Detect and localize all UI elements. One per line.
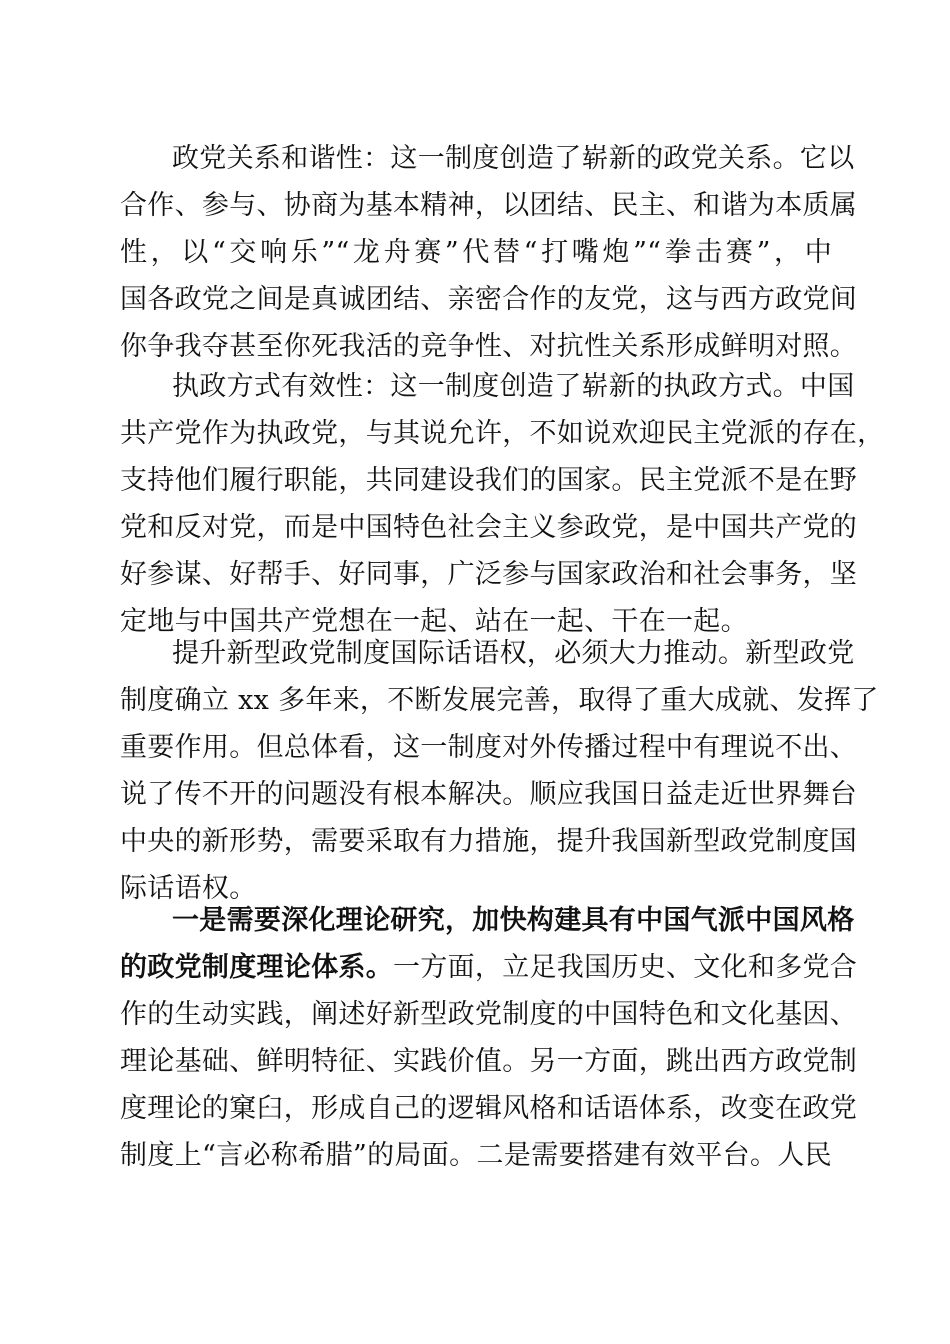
- paragraph-1-line-1: 政党关系和谐性：这一制度创造了崭新的政党关系。它以: [172, 143, 855, 174]
- paragraph-2-line-3: 支持他们履行职能，共同建设我们的国家。民主党派不是在野: [120, 465, 858, 496]
- paragraph-4-line-4: 理论基础、鲜明特征、实践价值。另一方面，跳出西方政党制: [120, 1046, 858, 1077]
- paragraph-4-bold-lead-line-1: 一是需要深化理论研究，加快构建具有中国气派中国风格: [172, 905, 855, 936]
- paragraph-2-line-6: 定地与中国共产党想在一起、站在一起、干在一起。: [120, 606, 748, 637]
- paragraph-3-line-3: 重要作用。但总体看，这一制度对外传播过程中有理说不出、: [120, 732, 858, 763]
- paragraph-2-line-2: 共产党作为执政党，与其说允许，不如说欢迎民主党派的存在，: [120, 418, 885, 449]
- paragraph-2-line-1: 执政方式有效性：这一制度创造了崭新的执政方式。中国: [172, 371, 855, 402]
- paragraph-1-line-4: 国各政党之间是真诚团结、亲密合作的友党，这与西方政党间: [120, 284, 858, 315]
- paragraph-3-line-6: 际话语权。: [120, 873, 257, 904]
- paragraph-4-line-2: [120, 945, 858, 991]
- paragraph-4-line-3: 作的生动实践，阐述好新型政党制度的中国特色和文化基因、: [120, 999, 858, 1030]
- paragraph-1-line-3: 性，以“交响乐”“龙舟赛”代替“打嘴炮”“拳击赛”，中: [120, 237, 832, 268]
- paragraph-3-line-2: 制度确立 xx 多年来，不断发展完善，取得了重大成就、发挥了: [120, 685, 879, 716]
- paragraph-4-line-2-rest: 一方面，立足我国历史、文化和多党合: [393, 952, 858, 983]
- paragraph-4-bold-lead-line-2: 的政党制度理论体系。: [120, 952, 393, 983]
- paragraph-3-line-5: 中央的新形势，需要采取有力措施，提升我国新型政党制度国: [120, 826, 858, 857]
- paragraph-4-line-6: 制度上“言必称希腊”的局面。二是需要搭建有效平台。人民: [120, 1140, 832, 1171]
- paragraph-1-line-5: 你争我夺甚至你死我活的竞争性、对抗性关系形成鲜明对照。: [120, 331, 858, 362]
- paragraph-2-line-5: 好参谋、好帮手、好同事，广泛参与国家政治和社会事务，坚: [120, 559, 858, 590]
- paragraph-3-line-1: 提升新型政党制度国际话语权，必须大力推动。新型政党: [172, 638, 855, 669]
- paragraph-4-line-5: 度理论的窠臼，形成自己的逻辑风格和话语体系，改变在政党: [120, 1093, 858, 1124]
- paragraph-2-line-4: 党和反对党，而是中国特色社会主义参政党，是中国共产党的: [120, 512, 858, 543]
- paragraph-3-line-4: 说了传不开的问题没有根本解决。顺应我国日益走近世界舞台: [120, 779, 858, 810]
- paragraph-1-line-2: 合作、参与、协商为基本精神，以团结、民主、和谐为本质属: [120, 190, 858, 221]
